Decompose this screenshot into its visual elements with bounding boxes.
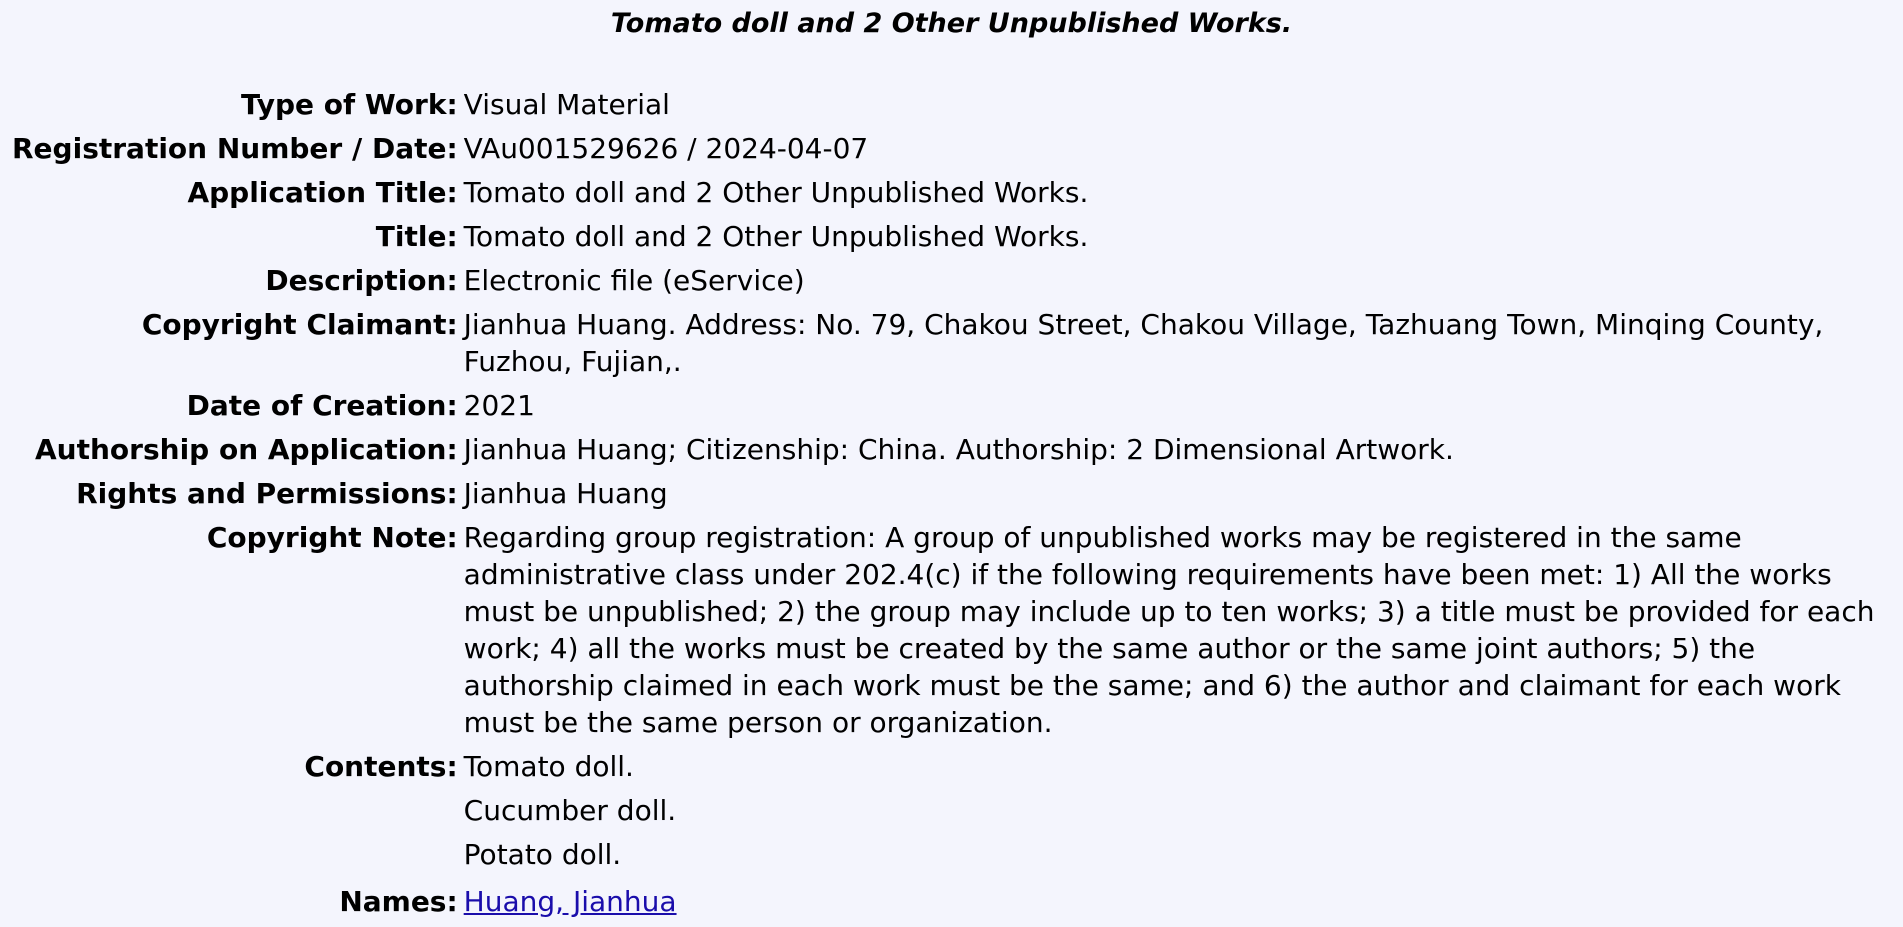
contents-item: Potato doll.: [463, 838, 622, 871]
contents-item: Tomato doll.: [463, 750, 634, 783]
copyright-claimant-value: Jianhua Huang. Address: No. 79, Chakou Street, Chakou Village, Tazhuang Town, Minqing County, Fuzhou, Fujian,.: [463, 308, 1824, 378]
row-registration: [12, 130, 1903, 174]
record-details-table: [12, 86, 1903, 927]
application-title-label: Application Title:: [187, 176, 458, 209]
record-title: Tomato doll and 2 Other Unpublished Works.: [610, 8, 1293, 39]
row-title: [12, 218, 1903, 262]
name-link-huang-jianhua[interactable]: Huang, Jianhua: [463, 885, 677, 918]
row-copyright-note: [12, 519, 1903, 748]
copyright-note-label: Copyright Note:: [206, 521, 458, 554]
registration-value: VAu001529626 / 2024-04-07: [463, 132, 869, 165]
names-label: Names:: [339, 885, 458, 918]
application-title-value: Tomato doll and 2 Other Unpublished Works.: [463, 176, 1089, 209]
row-application-title: [12, 174, 1903, 218]
rights-permissions-value: Jianhua Huang: [463, 477, 668, 510]
row-contents: [12, 748, 1903, 883]
row-authorship: [12, 431, 1903, 475]
row-date-of-creation: [12, 387, 1903, 431]
copyright-note-value: Regarding group registration: A group of unpublished works may be registered in the same administrative class under 202.4(c) if the following requirements have been met: 1) All the works must be unpublished; 2) the group may include up to ten works; 3) a title must be provided for each work; 4) all the works must be created by the same author or the same joint authors; 5) the authorship claimed in each work must be the same; and 6) the author and claimant for each work must be the same person or organization.: [463, 521, 1875, 739]
names-value: [464, 883, 1903, 927]
rights-permissions-label: Rights and Permissions:: [76, 477, 458, 510]
contents-list: [464, 748, 1903, 883]
row-type-of-work: [12, 86, 1903, 130]
type-of-work-value: Visual Material: [463, 88, 670, 121]
date-of-creation-value: 2021: [463, 389, 535, 422]
description-label: Description:: [265, 264, 458, 297]
title-label: Title:: [375, 220, 458, 253]
contents-label: Contents:: [304, 750, 458, 783]
registration-label: Registration Number / Date:: [12, 132, 458, 165]
description-value: Electronic file (eService): [463, 264, 805, 297]
row-copyright-claimant: [12, 306, 1903, 387]
row-names: [12, 883, 1903, 927]
date-of-creation-label: Date of Creation:: [186, 389, 458, 422]
title-value: Tomato doll and 2 Other Unpublished Works.: [463, 220, 1089, 253]
contents-item: Cucumber doll.: [463, 794, 677, 827]
row-rights-permissions: [12, 475, 1903, 519]
authorship-label: Authorship on Application:: [35, 433, 458, 466]
authorship-value: Jianhua Huang; Citizenship: China. Authorship: 2 Dimensional Artwork.: [463, 433, 1454, 466]
row-description: [12, 262, 1903, 306]
type-of-work-label: Type of Work:: [240, 88, 458, 121]
copyright-claimant-label: Copyright Claimant:: [141, 308, 458, 341]
